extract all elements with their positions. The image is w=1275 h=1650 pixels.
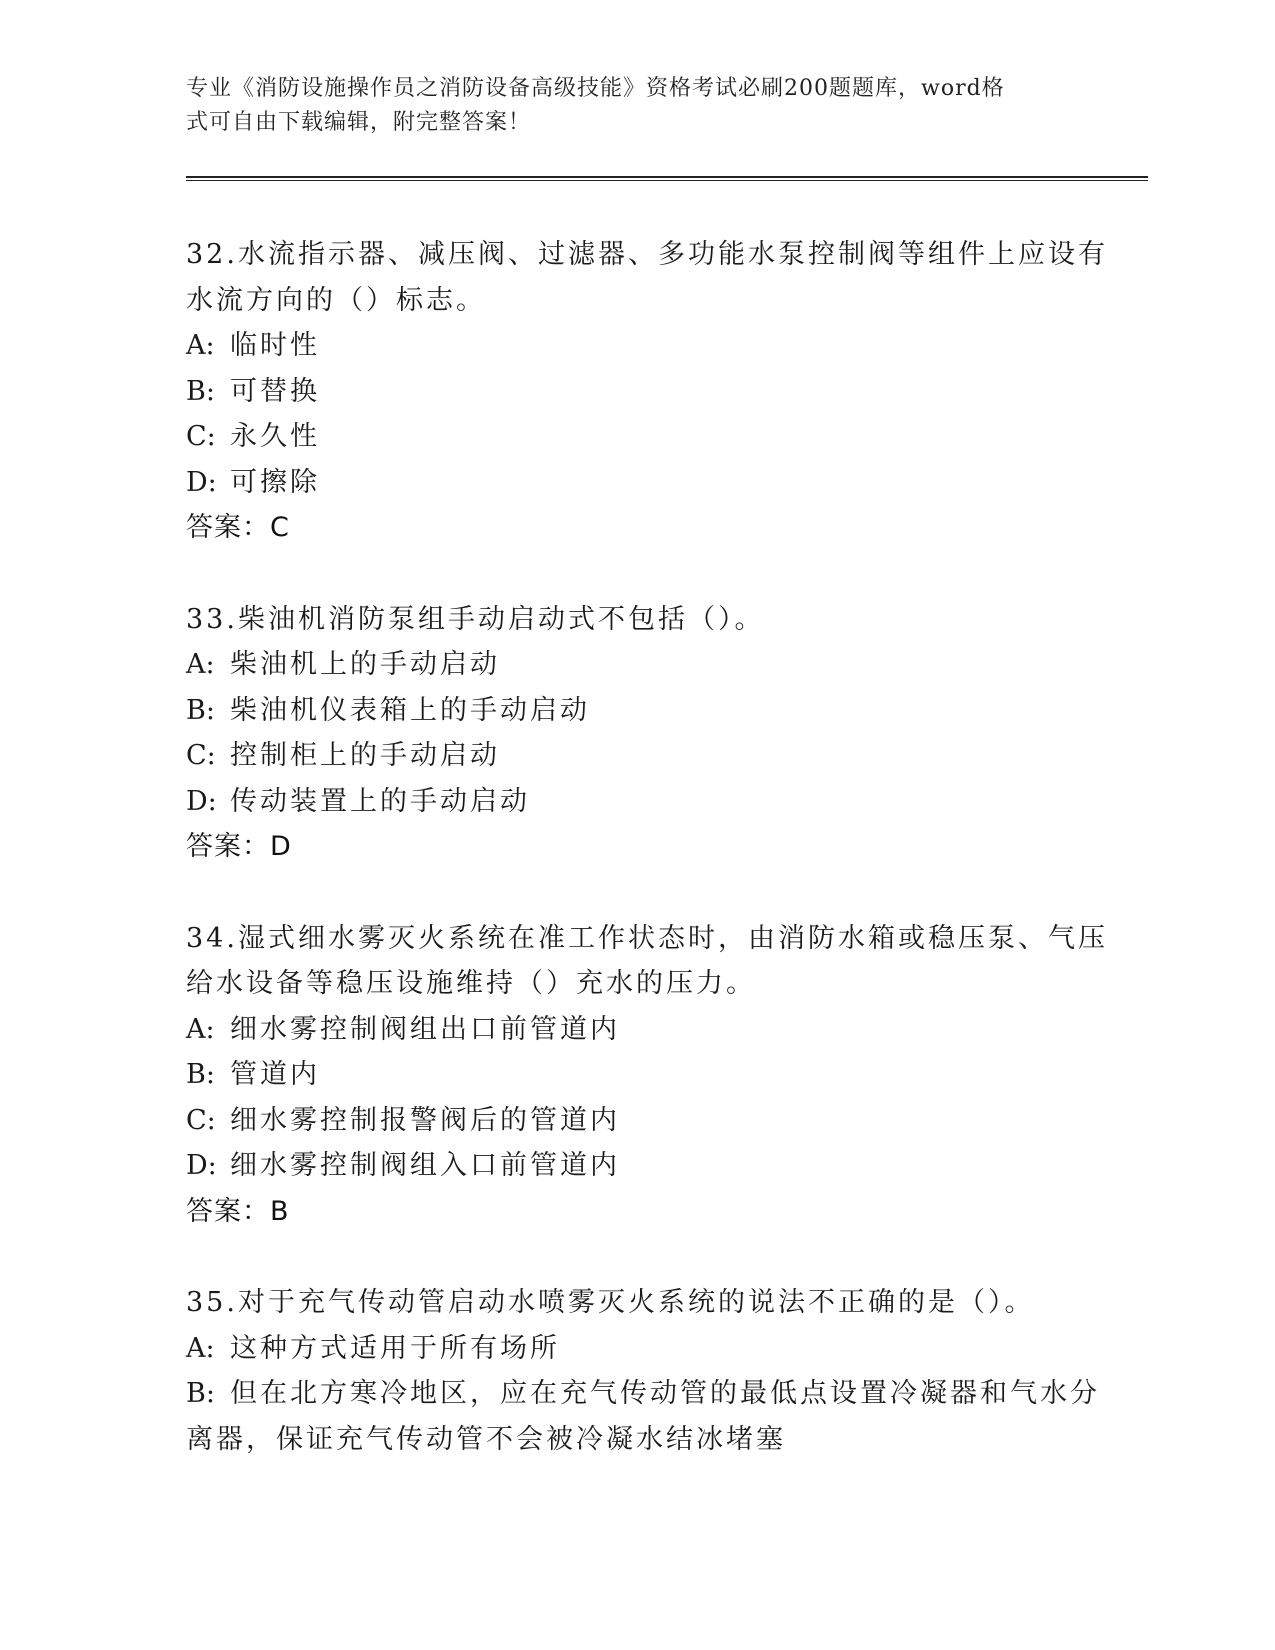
option-text: 控制柜上的手动启动 <box>230 740 500 771</box>
option-text: 柴油机仪表箱上的手动启动 <box>230 694 590 726</box>
option-text: 可替换 <box>230 375 320 407</box>
question-34 <box>186 916 1108 1235</box>
option-letter: C: <box>186 1104 216 1136</box>
question-stem-continued: 给水设备等稳压设施维持（）充水的压力。 <box>186 968 756 999</box>
option-c <box>186 733 1086 779</box>
option-text: 细水雾控制阀组出口前管道内 <box>230 1013 620 1045</box>
option-letter: A: <box>186 1332 215 1364</box>
option-letter: B: <box>186 1378 215 1409</box>
option-letter: A: <box>186 1013 215 1045</box>
header-line-1: 专业《消防设施操作员之消防设备高级技能》资格考试必刷200题题库，word格 <box>186 76 1005 101</box>
option-letter: A: <box>186 330 215 361</box>
question-stem: 34.湿式细水雾灭火系统在准工作状态时，由消防水箱或稳压泵、气压 <box>186 922 1108 954</box>
option-a <box>186 323 1086 369</box>
question-35 <box>186 1280 1100 1462</box>
option-text: 这种方式适用于所有场所 <box>230 1332 560 1364</box>
option-b-continued: 离器，保证充气传动管不会被冷凝水结冰堵塞 <box>186 1423 786 1455</box>
option-letter: D: <box>186 466 217 498</box>
option-text: 但在北方寒冷地区，应在充气传动管的最低点设置冷凝器和气水分 <box>230 1378 1100 1409</box>
header-divider <box>186 176 1148 181</box>
option-text: 细水雾控制报警阀后的管道内 <box>230 1104 620 1136</box>
option-c <box>186 414 1086 460</box>
document-header <box>186 72 1066 140</box>
option-a <box>186 1326 1086 1372</box>
option-text: 管道内 <box>230 1059 320 1090</box>
option-letter: B: <box>186 1059 215 1090</box>
option-d <box>186 779 1086 825</box>
option-text: 永久性 <box>230 421 320 452</box>
option-letter: A: <box>186 649 215 680</box>
option-letter: B: <box>186 694 215 726</box>
header-line-2: 式可自由下载编辑，附完整答案！ <box>186 110 532 135</box>
option-text: 柴油机上的手动启动 <box>230 649 500 680</box>
question-list <box>186 232 1108 1508</box>
option-d <box>186 460 1086 506</box>
question-33 <box>186 597 1086 870</box>
question-stem: 32.水流指示器、减压阀、过滤器、多功能水泵控制阀等组件上应设有 <box>186 239 1108 270</box>
answer-line: 答案：C <box>186 512 290 543</box>
option-letter: D: <box>186 1150 217 1181</box>
option-letter: C: <box>186 421 216 452</box>
question-32 <box>186 232 1108 551</box>
question-stem-continued: 水流方向的（）标志。 <box>186 284 486 316</box>
option-b <box>186 1052 1086 1098</box>
answer-line: 答案：B <box>186 1195 290 1227</box>
option-letter: D: <box>186 785 217 817</box>
option-a <box>186 642 1086 688</box>
option-text: 传动装置上的手动启动 <box>230 785 530 817</box>
option-b <box>186 369 1086 415</box>
option-d <box>186 1143 1086 1189</box>
answer-line: 答案：D <box>186 831 292 862</box>
option-b <box>186 688 1086 734</box>
option-letter: B: <box>186 375 215 407</box>
question-stem: 35.对于充气传动管启动水喷雾灭火系统的说法不正确的是（）。 <box>186 1287 1035 1318</box>
option-text: 细水雾控制阀组入口前管道内 <box>230 1150 620 1181</box>
option-c <box>186 1098 1086 1144</box>
option-letter: C: <box>186 740 216 771</box>
option-text: 临时性 <box>230 330 320 361</box>
question-stem: 33.柴油机消防泵组手动启动式不包括（）。 <box>186 603 765 635</box>
option-b <box>186 1371 1100 1417</box>
option-text: 可擦除 <box>230 466 320 498</box>
option-a <box>186 1007 1086 1053</box>
